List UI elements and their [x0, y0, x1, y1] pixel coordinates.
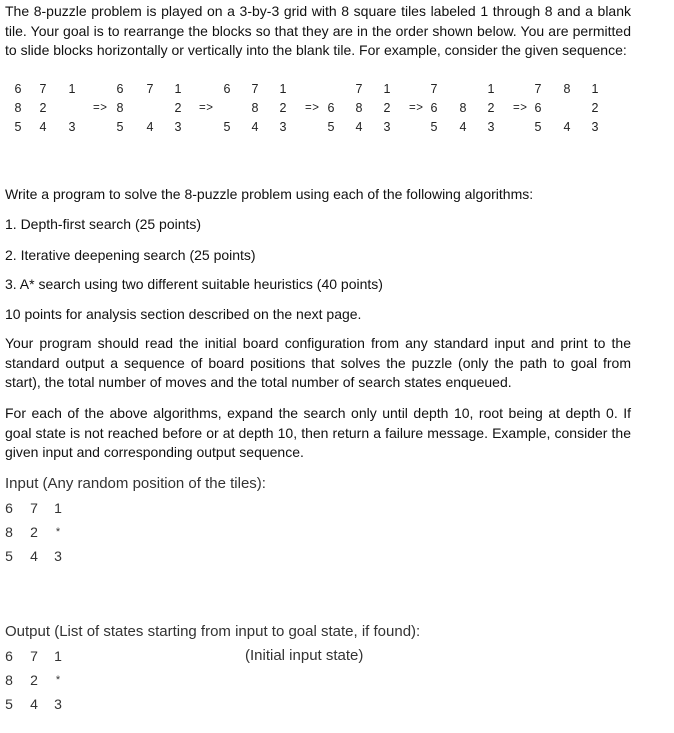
tile-4-2-0: 5	[430, 120, 438, 134]
tile-2-1-2: 2	[279, 101, 287, 115]
tile-5-2-0: 5	[534, 120, 542, 134]
tile-4-1-2: 2	[487, 101, 495, 115]
tile-5-2-1: 4	[563, 120, 571, 134]
write-program-line: Write a program to solve the 8-puzzle problem using each of the following algorithms:	[5, 186, 534, 202]
tile-3-0-1: 7	[355, 82, 363, 96]
output-cell-1-1: 2	[30, 672, 38, 688]
output-cell-0-2: 1	[54, 648, 62, 664]
tile-4-0-0: 7	[430, 82, 438, 96]
tile-4-1-1: 8	[459, 101, 467, 115]
tile-3-2-1: 4	[355, 120, 363, 134]
algorithm-ids: 2. Iterative deepening search (25 points)	[5, 247, 256, 263]
output-cell-0-0: 6	[5, 648, 13, 664]
input-cell-2-1: 4	[30, 548, 38, 564]
input-cell-0-0: 6	[5, 500, 13, 516]
input-label: Input (Any random position of the tiles):	[5, 475, 266, 492]
output-cell-2-2: 3	[54, 696, 62, 712]
tile-2-1-1: 8	[251, 101, 259, 115]
tile-1-1-0: 8	[116, 101, 124, 115]
program-description: Your program should read the initial board configuration from any standard input and print to the standard output a sequence of board positions that solves the puzzle (only the path to goal from start), the total number of moves and the total number of search states enqueued.	[5, 335, 631, 390]
transition-arrow-4: =>	[513, 102, 528, 114]
tile-2-2-1: 4	[251, 120, 259, 134]
transition-arrow-2: =>	[305, 102, 320, 114]
output-cell-2-1: 4	[30, 696, 38, 712]
tile-5-2-2: 3	[591, 120, 599, 134]
tile-4-2-2: 3	[487, 120, 495, 134]
input-cell-0-1: 7	[30, 500, 38, 516]
tile-5-0-0: 7	[534, 82, 542, 96]
tile-3-2-2: 3	[383, 120, 391, 134]
tile-1-2-2: 3	[174, 120, 182, 134]
input-cell-0-2: 1	[54, 500, 62, 516]
tile-0-2-0: 5	[14, 120, 22, 134]
tile-4-0-2: 1	[487, 82, 495, 96]
tile-5-1-2: 2	[591, 101, 599, 115]
transition-arrow-3: =>	[409, 102, 424, 114]
transition-arrow-1: =>	[199, 102, 214, 114]
tile-1-0-1: 7	[146, 82, 154, 96]
tile-2-2-0: 5	[223, 120, 231, 134]
tile-0-0-1: 7	[39, 82, 47, 96]
initial-state-note: (Initial input state)	[245, 647, 364, 664]
tile-0-2-1: 4	[39, 120, 47, 134]
tile-1-0-2: 1	[174, 82, 182, 96]
depth-description: For each of the above algorithms, expand the search only until depth 10, root being at depth 0. If goal state is not reached before or at depth 10, then return a failure message. Example, consider the given input and corresponding output sequence.	[5, 405, 631, 460]
tile-0-2-2: 3	[68, 120, 76, 134]
tile-0-1-0: 8	[14, 101, 22, 115]
output-cell-0-1: 7	[30, 648, 38, 664]
tile-1-1-2: 2	[174, 101, 182, 115]
tile-2-0-0: 6	[223, 82, 231, 96]
transition-arrow-0: =>	[93, 102, 108, 114]
tile-3-1-2: 2	[383, 101, 391, 115]
input-cell-2-2: 3	[54, 548, 62, 564]
puzzle-sequence	[0, 80, 674, 140]
input-cell-1-1: 2	[30, 524, 38, 540]
tile-0-1-1: 2	[39, 101, 47, 115]
tile-5-1-0: 6	[534, 101, 542, 115]
tile-3-1-0: 6	[327, 101, 335, 115]
output-label: Output (List of states starting from input to goal state, if found):	[5, 623, 421, 640]
tile-4-1-0: 6	[430, 101, 438, 115]
tile-0-0-0: 6	[14, 82, 22, 96]
algorithm-dfs: 1. Depth-first search (25 points)	[5, 216, 202, 232]
input-cell-2-0: 5	[5, 548, 13, 564]
input-cell-1-2: *	[55, 526, 61, 538]
tile-5-0-2: 1	[591, 82, 599, 96]
tile-2-0-1: 7	[251, 82, 259, 96]
tile-3-2-0: 5	[327, 120, 335, 134]
tile-5-0-1: 8	[563, 82, 571, 96]
tile-3-1-1: 8	[355, 101, 363, 115]
tile-0-0-2: 1	[68, 82, 76, 96]
tile-3-0-2: 1	[383, 82, 391, 96]
tile-4-2-1: 4	[459, 120, 467, 134]
analysis-line: 10 points for analysis section described on the next page.	[5, 306, 362, 322]
tile-2-2-2: 3	[279, 120, 287, 134]
output-cell-1-0: 8	[5, 672, 13, 688]
tile-1-2-1: 4	[146, 120, 154, 134]
intro-paragraph: The 8-puzzle problem is played on a 3-by-3 grid with 8 square tiles labeled 1 through 8 and a blank tile. Your goal is to rearrange the blocks so that they are in the order shown below. You are permitted to slide blocks horizontally or vertically into the blank tile. For example, consider the given sequence:	[5, 3, 631, 58]
algorithm-astar: 3. A* search using two different suitable heuristics (40 points)	[5, 276, 383, 292]
tile-1-2-0: 5	[116, 120, 124, 134]
input-cell-1-0: 8	[5, 524, 13, 540]
output-cell-2-0: 5	[5, 696, 13, 712]
output-cell-1-2: *	[55, 674, 61, 686]
tile-1-0-0: 6	[116, 82, 124, 96]
tile-2-0-2: 1	[279, 82, 287, 96]
